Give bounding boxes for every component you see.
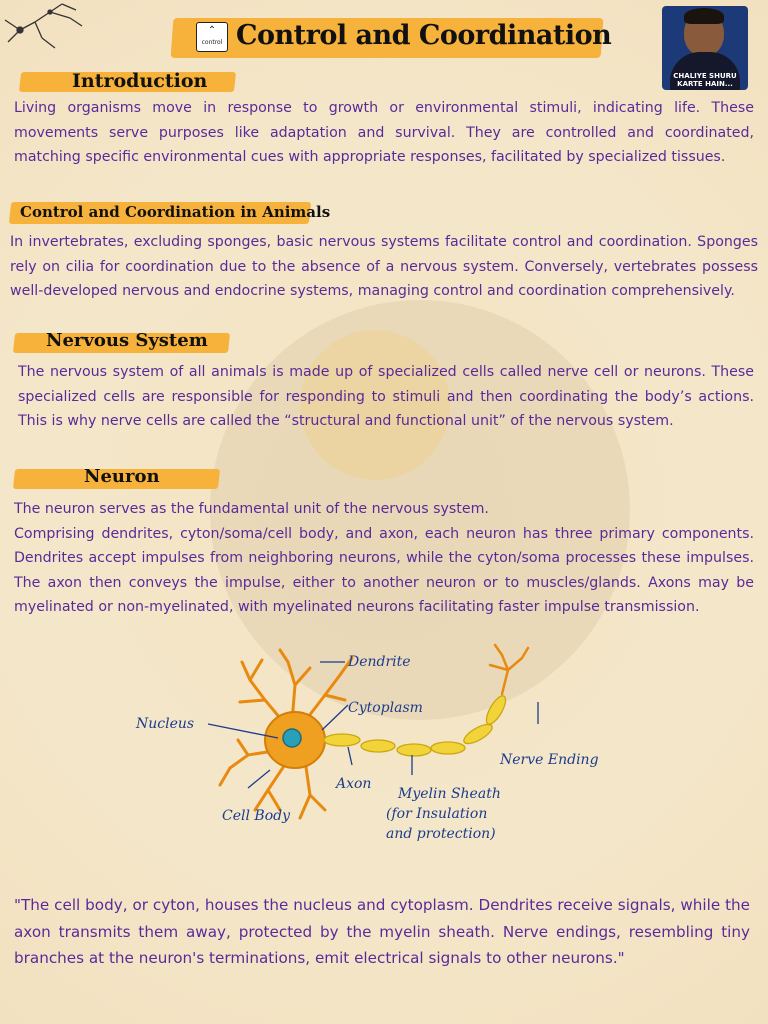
summary-quote: "The cell body, or cyton, houses the nucleus and cytoplasm. Dendrites receive signals, while the axon transmits them away, protected by the myelin sheath. Nerve endings, resembling tiny branches at the neuron's terminations, emit electrical signals to other neurons." (14, 896, 750, 967)
nerve-ending (490, 645, 528, 694)
label-myelin-sheath: Myelin Sheath (398, 786, 501, 802)
label-nerve-ending: Nerve Ending (500, 752, 599, 768)
caret-up-icon: ⌃ (207, 25, 217, 36)
label-cell-body: Cell Body (222, 808, 290, 824)
heading-introduction: Introduction (72, 70, 208, 92)
introduction-paragraph: Living organisms move in response to growth or environmental stimuli, indicating life. These movements serve purposes like adaptation and survival. They are controlled and coordinated, matching specific environmental cues with appropriate responses, facilitated by specialized tissues. (14, 100, 754, 166)
avatar-caption: CHALIYE SHURU KARTE HAIN... (673, 72, 737, 88)
label-protection: and protection) (386, 826, 496, 842)
label-cytoplasm: Cytoplasm (348, 700, 423, 716)
neuron-decoration-icon (0, 0, 90, 60)
neuron-diagram (130, 640, 630, 860)
page-title: Control and Coordination (236, 20, 612, 51)
neuron-paragraph: The neuron serves as the fundamental unit of the nervous system. Comprising dendrites, cyton/soma/cell body, and axon, each neuron has three primary components. Dendrites accept impulses from neighboring neurons, while the cyton/soma processes these impulses. The axon then conveys the impulse, either to another neuron or to muscles/glands. Axons may be myelinated or non-myelinated, with myelinated neurons facilitating faster impulse transmission. (14, 501, 754, 616)
nucleus (283, 729, 301, 747)
label-nucleus: Nucleus (136, 716, 195, 732)
control-logo: ⌃ control (196, 22, 228, 52)
avatar (662, 6, 748, 90)
heading-animals: Control and Coordination in Animals (20, 203, 331, 221)
nervous-system-paragraph: The nervous system of all animals is made up of specialized cells called nerve cell or neurons. These specialized cells are responsible for responding to stimuli and then coordinating the body’s actions. This is why nerve cells are called the “structural and functional unit” of the nervous system. (18, 364, 754, 430)
label-insulation: (for Insulation (386, 806, 488, 822)
animals-paragraph: In invertebrates, excluding sponges, basic nervous systems facilitate control and coordination. Sponges rely on cilia for coordination due to the absence of a nervous system. Conversely, vertebrates possess well-developed nervous and endocrine systems, managing control and coordination comprehensively. (10, 234, 758, 300)
label-dendrite: Dendrite (348, 654, 411, 670)
heading-neuron: Neuron (84, 466, 160, 487)
heading-nervous-system: Nervous System (46, 330, 208, 351)
label-axon: Axon (336, 776, 372, 792)
